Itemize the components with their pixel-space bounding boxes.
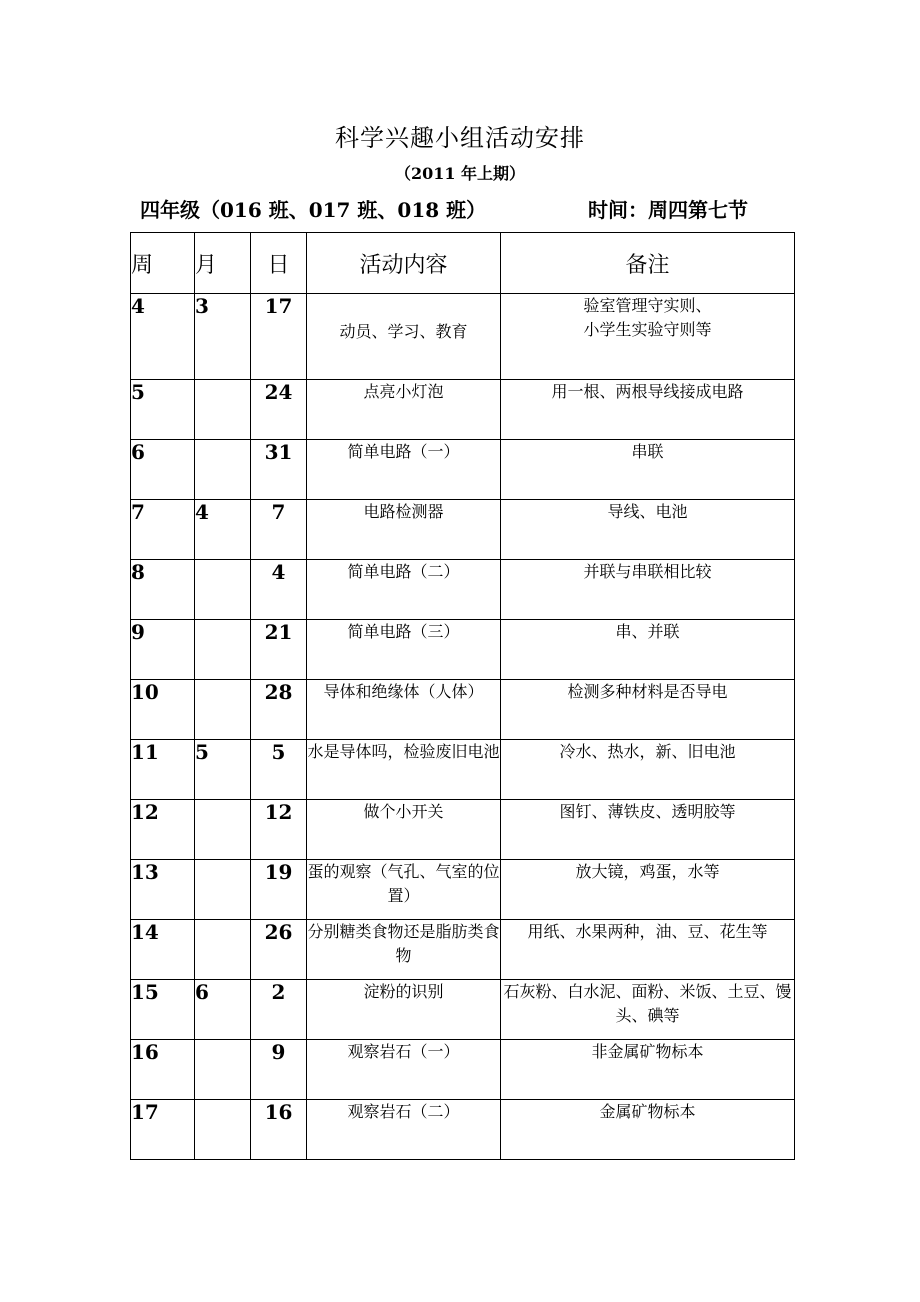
month-cell	[195, 800, 251, 860]
week-cell: 12	[131, 800, 195, 860]
header-week: 周	[131, 233, 195, 294]
month-cell	[195, 620, 251, 680]
month-cell	[195, 860, 251, 920]
week-cell: 8	[131, 560, 195, 620]
day-cell: 9	[251, 1040, 307, 1100]
note-cell: 冷水、热水，新、旧电池	[501, 740, 795, 800]
day-cell: 26	[251, 920, 307, 980]
table-row	[131, 1040, 795, 1100]
activity-cell: 电路检测器	[307, 500, 501, 560]
day-cell: 28	[251, 680, 307, 740]
table-row	[131, 1100, 795, 1160]
activity-cell: 观察岩石（一）	[307, 1040, 501, 1100]
table-row	[131, 380, 795, 440]
note-cell: 石灰粉、白水泥、面粉、米饭、土豆、馒头、碘等	[501, 980, 795, 1040]
day-cell: 4	[251, 560, 307, 620]
header-day: 日	[251, 233, 307, 294]
activity-cell: 简单电路（一）	[307, 440, 501, 500]
table-row	[131, 920, 795, 980]
header-month: 月	[195, 233, 251, 294]
table-row	[131, 860, 795, 920]
month-cell: 3	[195, 294, 251, 380]
week-cell: 11	[131, 740, 195, 800]
week-cell: 14	[131, 920, 195, 980]
table-header-row	[131, 233, 795, 294]
activity-cell: 导体和绝缘体（人体）	[307, 680, 501, 740]
week-cell: 7	[131, 500, 195, 560]
activity-cell: 简单电路（三）	[307, 620, 501, 680]
month-cell: 6	[195, 980, 251, 1040]
note-cell: 并联与串联相比较	[501, 560, 795, 620]
activity-cell: 简单电路（二）	[307, 560, 501, 620]
day-cell: 31	[251, 440, 307, 500]
note-cell: 非金属矿物标本	[501, 1040, 795, 1100]
activity-cell: 点亮小灯泡	[307, 380, 501, 440]
month-cell	[195, 680, 251, 740]
week-cell: 13	[131, 860, 195, 920]
week-cell: 15	[131, 980, 195, 1040]
table-row	[131, 800, 795, 860]
day-cell: 17	[251, 294, 307, 380]
note-cell: 用一根、两根导线接成电路	[501, 380, 795, 440]
table-row	[131, 740, 795, 800]
month-cell	[195, 1040, 251, 1100]
activity-cell: 淀粉的识别	[307, 980, 501, 1040]
header-activity: 活动内容	[307, 233, 501, 294]
note-cell: 放大镜，鸡蛋，水等	[501, 860, 795, 920]
month-cell: 5	[195, 740, 251, 800]
week-cell: 4	[131, 294, 195, 380]
week-cell: 9	[131, 620, 195, 680]
grade-line: 四年级（016 班、017 班、018 班）	[140, 198, 487, 222]
week-cell: 6	[131, 440, 195, 500]
day-cell: 21	[251, 620, 307, 680]
note-cell: 串联	[501, 440, 795, 500]
activity-cell: 做个小开关	[307, 800, 501, 860]
header-note: 备注	[501, 233, 795, 294]
note-cell: 串、并联	[501, 620, 795, 680]
activity-cell: 动员、学习、教育	[307, 294, 501, 380]
day-cell: 24	[251, 380, 307, 440]
note-cell: 检测多种材料是否导电	[501, 680, 795, 740]
table-row	[131, 500, 795, 560]
week-cell: 10	[131, 680, 195, 740]
table-row	[131, 980, 795, 1040]
document-title: 科学兴趣小组活动安排	[335, 124, 585, 152]
activity-cell: 蛋的观察（气孔、气室的位置）	[307, 860, 501, 920]
month-cell	[195, 920, 251, 980]
activity-cell: 分别糖类食物还是脂肪类食物	[307, 920, 501, 980]
table-body	[131, 294, 795, 1160]
month-cell: 4	[195, 500, 251, 560]
week-cell: 16	[131, 1040, 195, 1100]
month-cell	[195, 380, 251, 440]
schedule-table	[130, 232, 795, 1160]
day-cell: 2	[251, 980, 307, 1040]
note-cell: 用纸、水果两种，油、豆、花生等	[501, 920, 795, 980]
activity-cell: 观察岩石（二）	[307, 1100, 501, 1160]
week-cell: 17	[131, 1100, 195, 1160]
day-cell: 7	[251, 500, 307, 560]
day-cell: 19	[251, 860, 307, 920]
day-cell: 5	[251, 740, 307, 800]
table-row	[131, 440, 795, 500]
month-cell	[195, 440, 251, 500]
document-subtitle: （2011 年上期）	[394, 164, 526, 183]
table-row	[131, 680, 795, 740]
activity-cell: 水是导体吗，检验废旧电池	[307, 740, 501, 800]
table-row	[131, 560, 795, 620]
note-cell: 图钉、薄铁皮、透明胶等	[501, 800, 795, 860]
month-cell	[195, 560, 251, 620]
day-cell: 12	[251, 800, 307, 860]
week-cell: 5	[131, 380, 195, 440]
note-cell: 金属矿物标本	[501, 1100, 795, 1160]
note-cell: 验室管理守实则、 小学生实验守则等	[501, 294, 795, 380]
time-line: 时间：周四第七节	[588, 198, 748, 222]
note-cell: 导线、电池	[501, 500, 795, 560]
table-row	[131, 294, 795, 380]
day-cell: 16	[251, 1100, 307, 1160]
table-row	[131, 620, 795, 680]
month-cell	[195, 1100, 251, 1160]
